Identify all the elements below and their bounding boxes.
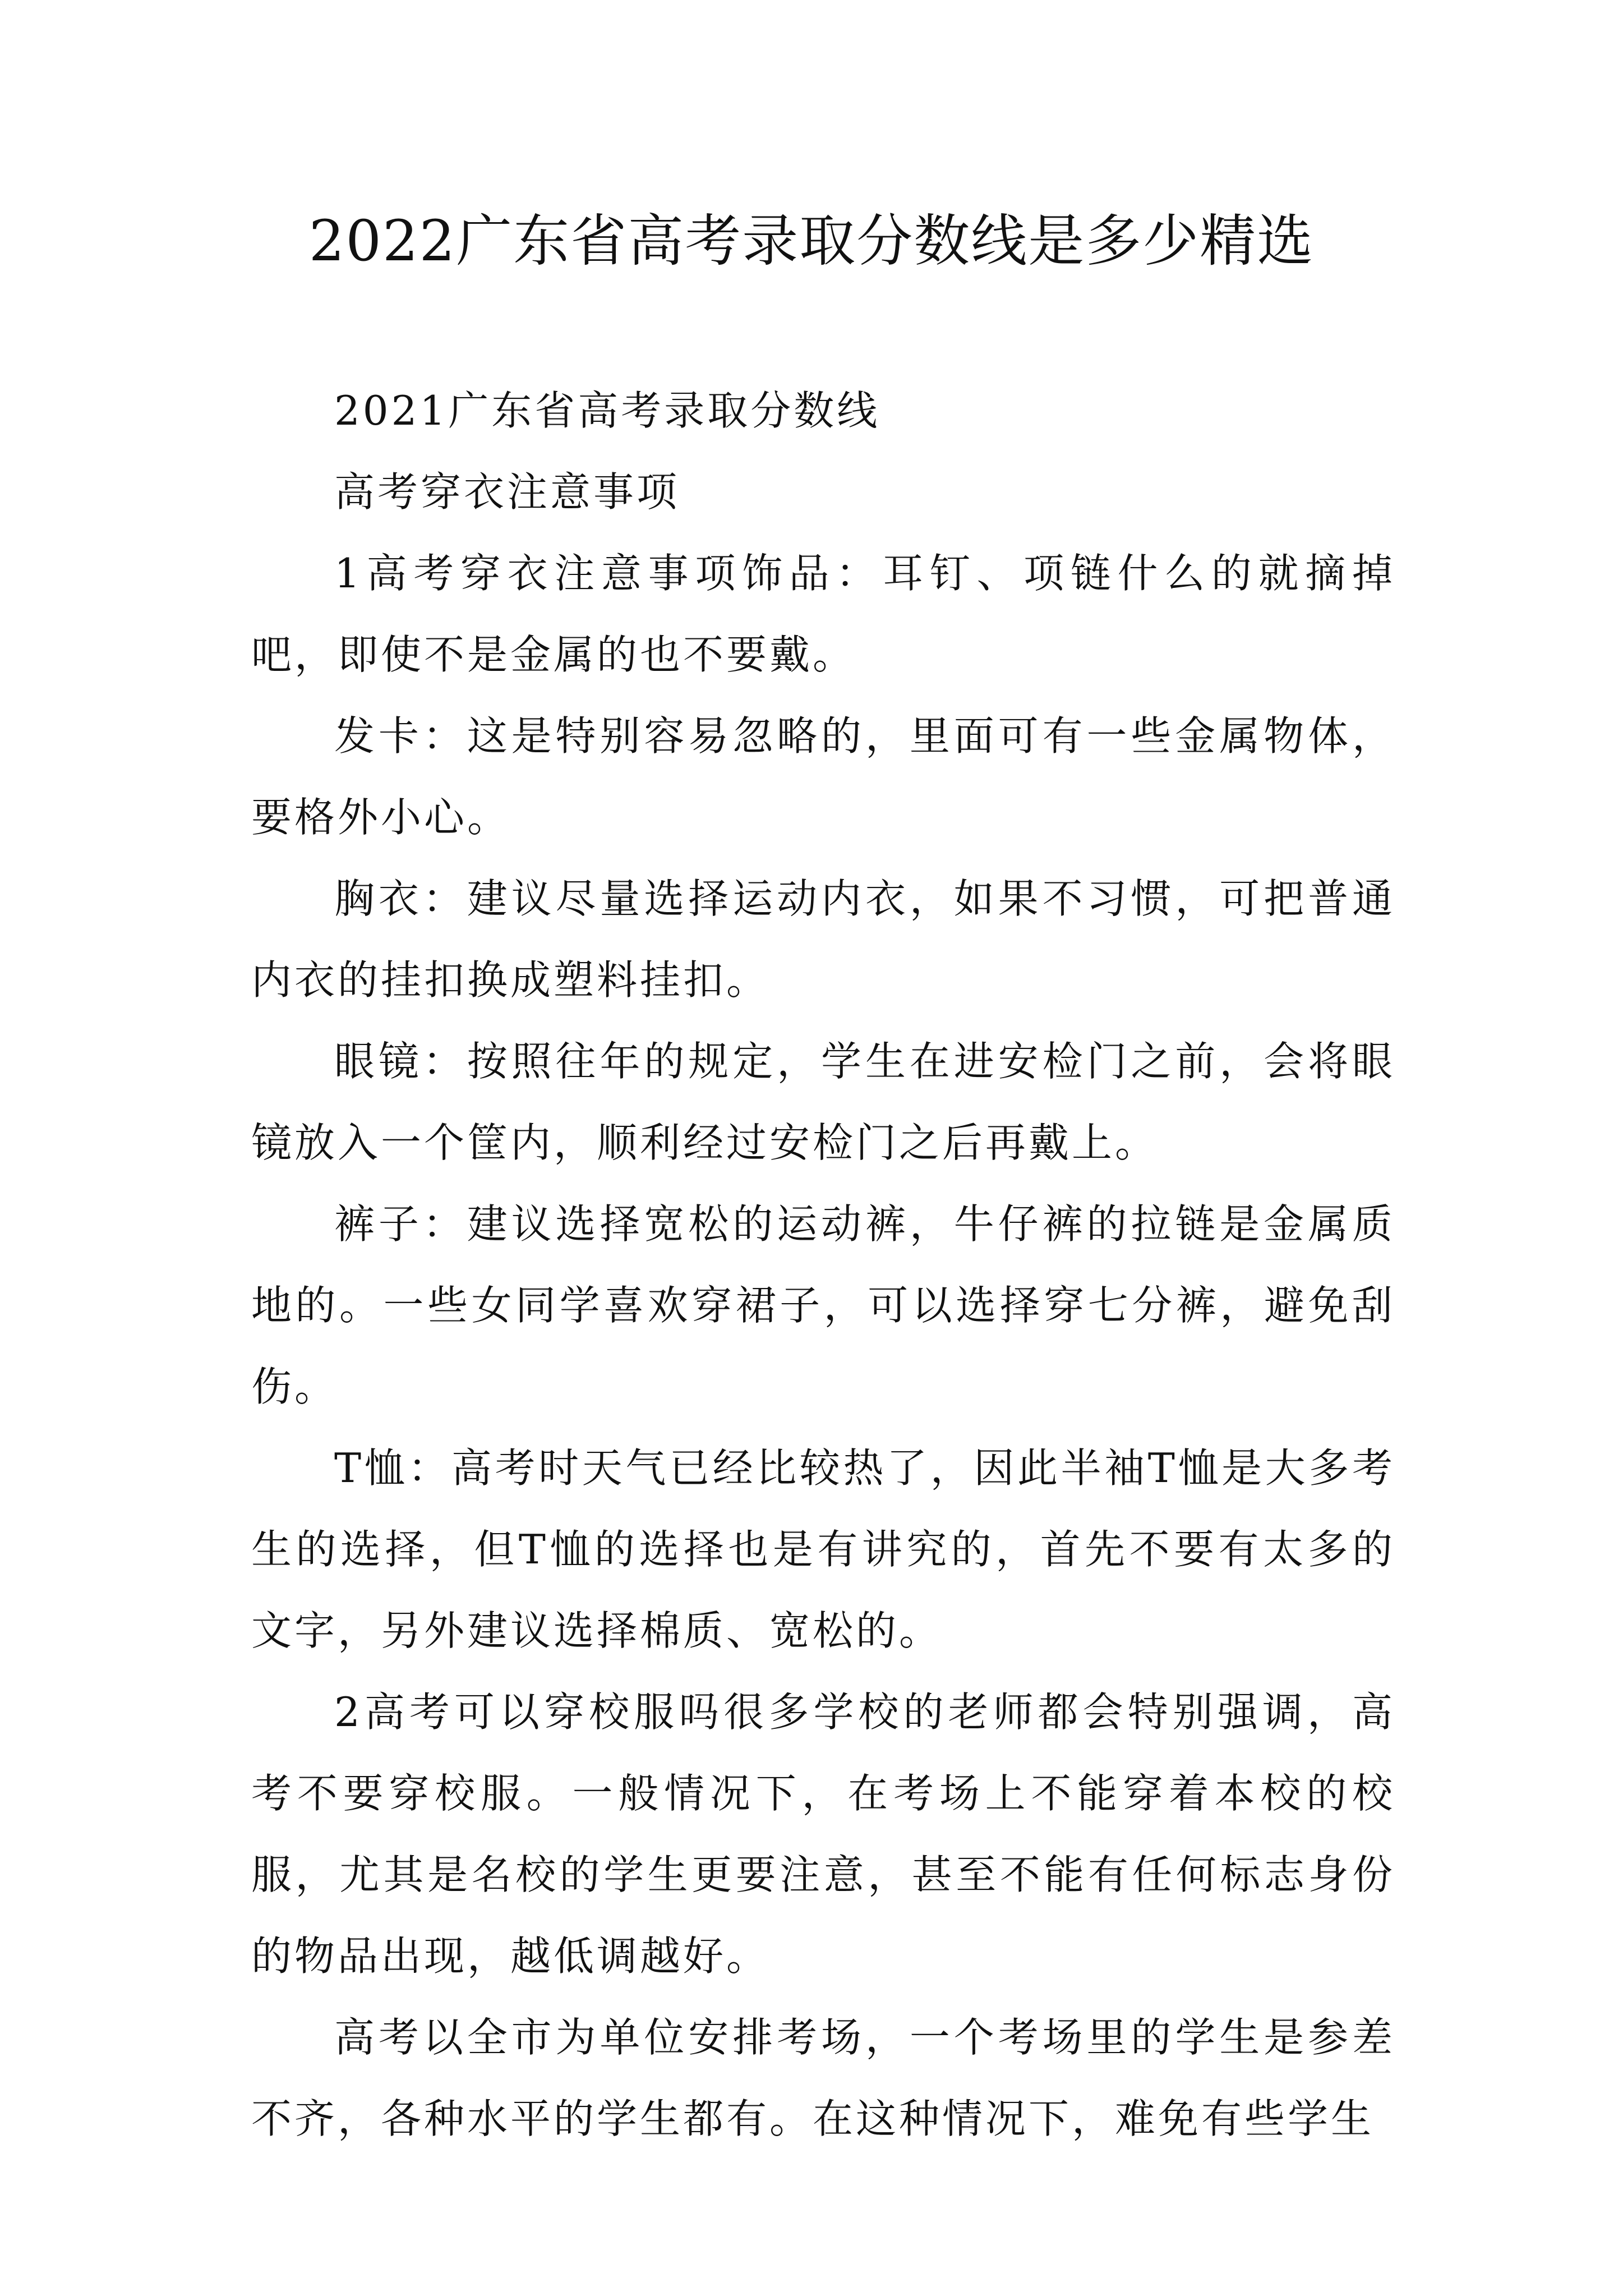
paragraph: 胸衣：建议尽量选择运动内衣，如果不习惯，可把普通内衣的挂扣换成塑料挂扣。 (251, 875, 1395, 1004)
paragraph: 眼镜：按照往年的规定，学生在进安检门之前，会将眼镜放入一个筐内，顺利经过安检门之后再戴上。 (251, 1038, 1395, 1166)
paragraph: 2高考可以穿校服吗很多学校的老师都会特别强调，高考不要穿校服。一般情况下，在考场上不能穿着本校的校服，尤其是名校的学生更要注意，甚至不能有任何标志身份的物品出现，越低调越好。 (251, 1688, 1395, 1980)
paragraph: 2021广东省高考录取分数线 (334, 387, 880, 434)
paragraph: T恤：高考时天气已经比较热了，因此半袖T恤是大多考生的选择，但T恤的选择也是有讲究的，首先不要有太多的文字，另外建议选择棉质、宽松的。 (251, 1444, 1395, 1654)
paragraph: 裤子：建议选择宽松的运动裤，牛仔裤的拉链是金属质地的。一些女同学喜欢穿裙子，可以选择穿七分裤，避免刮伤。 (251, 1200, 1395, 1410)
document-title: 2022广东省高考录取分数线是多少精选 (308, 208, 1315, 274)
paragraph: 高考以全市为单位安排考场，一个考场里的学生是参差不齐，各种水平的学生都有。在这种情况下，难免有些学生 (251, 2014, 1395, 2142)
document-body (251, 370, 1395, 2160)
paragraph: 1高考穿衣注意事项饰品：耳钉、项链什么的就摘掉吧，即使不是金属的也不要戴。 (251, 550, 1395, 678)
paragraph: 发卡：这是特别容易忽略的，里面可有一些金属物体，要格外小心。 (251, 712, 1395, 841)
paragraph: 高考穿衣注意事项 (334, 468, 680, 516)
